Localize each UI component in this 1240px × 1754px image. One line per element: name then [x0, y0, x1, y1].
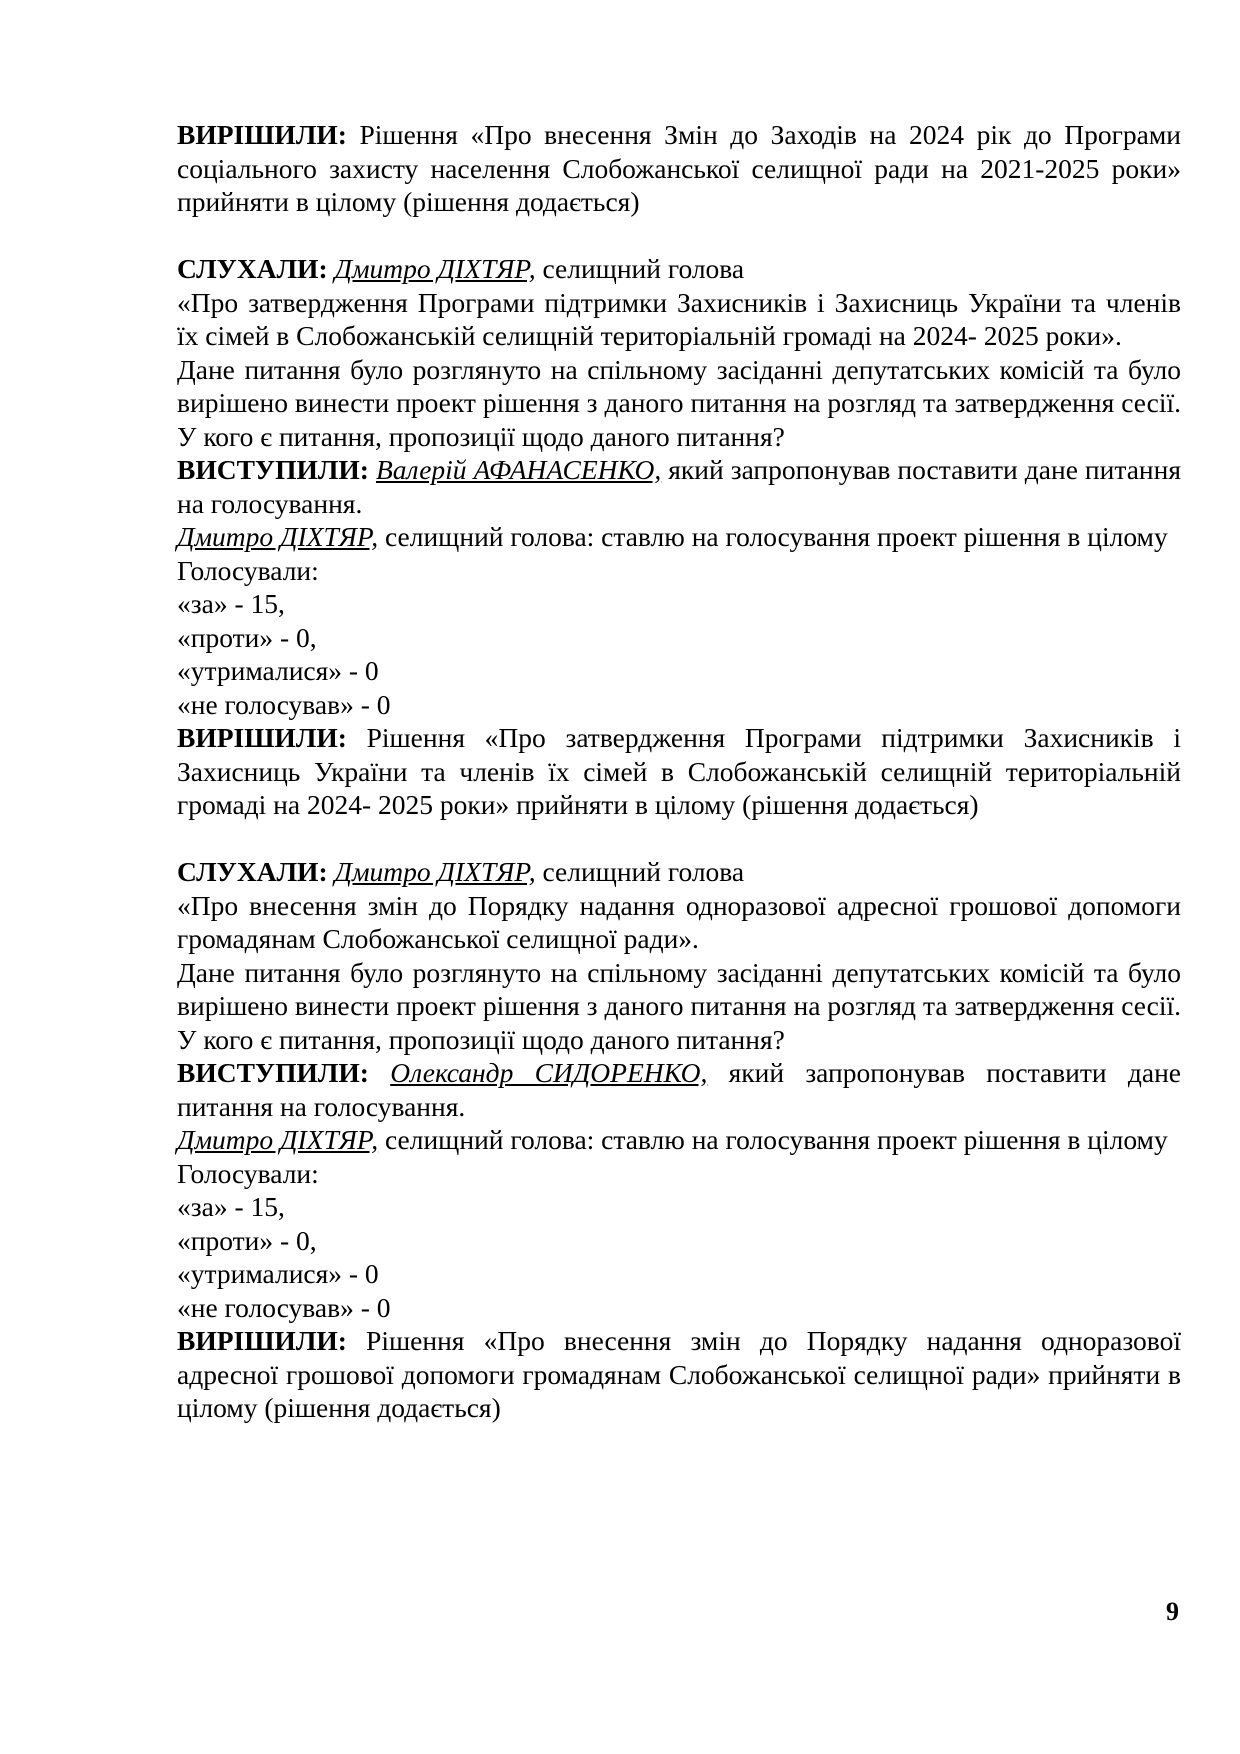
topic-paragraph: «Про затвердження Програми підтримки Захисників і Захисниць України та членів їх сімей в Слобожанській селищній територіальній громаді на 2024- 2025 роки». — [177, 286, 1181, 351]
chair-text: селищний голова: ставлю на голосування проект рішення в цілому — [378, 521, 1168, 552]
speaker-role: селищний голова — [535, 856, 745, 887]
vote-none: «не голосував» - 0 — [177, 1291, 391, 1323]
page-number: 9 — [1166, 1597, 1179, 1626]
spoke-paragraph — [177, 1056, 1181, 1123]
listened-keyword: СЛУХАЛИ: — [177, 253, 328, 284]
considered-paragraph: Дане питання було розглянуто на спільному засіданні депутатських комісій та було вирішено винести проект рішення з даного питання на розгляд та затвердження сесії. У кого є питання, пропозиції щодо даного питання? — [177, 353, 1181, 452]
voted-label: Голосували: — [177, 1157, 319, 1189]
spacer — [177, 822, 1181, 856]
decision-paragraph — [177, 721, 1181, 822]
listened-paragraph — [177, 252, 1181, 286]
voted-label: Голосували: — [177, 554, 319, 586]
listened-paragraph — [177, 855, 1181, 889]
decided-keyword: ВИРІШИЛИ: — [177, 119, 347, 150]
spoke-name: Олександр СИДОРЕНКО, — [390, 1057, 708, 1088]
spoke-text: який запропонував поставити дане питання на голосування. — [177, 454, 1181, 519]
vote-abstain: «утрималися» - 0 — [177, 655, 379, 686]
chair-text: селищний голова: ставлю на голосування проект рішення в цілому — [378, 1124, 1168, 1155]
vote-abstain: «утрималися» - 0 — [177, 1258, 379, 1289]
speaker-name: Дмитро ДІХТЯР, — [334, 253, 536, 284]
listened-keyword: СЛУХАЛИ: — [177, 856, 328, 887]
decided-keyword: ВИРІШИЛИ: — [177, 1325, 347, 1356]
document-body — [177, 118, 1181, 1425]
chair-paragraph — [177, 1123, 1181, 1157]
vote-none: «не голосував» - 0 — [177, 688, 391, 720]
chair-paragraph — [177, 520, 1181, 554]
speaker-role: селищний голова — [535, 253, 745, 284]
decided-text: Рішення «Про внесення змін до Порядку надання одноразової адресної грошової допомоги громадянам Слобожанської селищної ради» прийняти в цілому (рішення додається) — [177, 1325, 1181, 1423]
decision-paragraph — [177, 1324, 1181, 1425]
decided-text: Рішення «Про затвердження Програми підтримки Захисників і Захисниць України та членів їх сімей в Слобожанській селищній територіальній громаді на 2024- 2025 роки» прийняти в цілому (рішення додається) — [177, 722, 1181, 820]
vote-against: «проти» - 0, — [177, 1224, 317, 1256]
vote-for: «за» - 15, — [177, 588, 285, 619]
vote-for: «за» - 15, — [177, 1191, 285, 1222]
chair-name: Дмитро ДІХТЯР, — [177, 521, 379, 552]
decided-text: Рішення «Про внесення Змін до Заходів на 2024 рік до Програми соціального захисту населення Слобожанської селищної ради на 2021-2025 роки» прийняти в цілому (рішення додається) — [177, 119, 1181, 217]
spoke-text: який запропонував поставити дане питання на голосування. — [177, 1057, 1182, 1122]
spoke-name: Валерій АФАНАСЕНКО, — [375, 454, 662, 485]
spoke-keyword: ВИСТУПИЛИ: — [177, 1057, 369, 1088]
decision-paragraph — [177, 118, 1181, 219]
considered-paragraph: Дане питання було розглянуто на спільному засіданні депутатських комісій та було вирішено винести проект рішення з даного питання на розгляд та затвердження сесії. У кого є питання, пропозиції щодо даного питання? — [177, 956, 1181, 1055]
spacer — [177, 219, 1181, 253]
decided-keyword: ВИРІШИЛИ: — [177, 722, 347, 753]
topic-paragraph: «Про внесення змін до Порядку надання одноразової адресної грошової допомоги громадянам Слобожанської селищної ради». — [177, 889, 1181, 954]
speaker-name: Дмитро ДІХТЯР, — [334, 856, 536, 887]
spoke-paragraph — [177, 453, 1181, 520]
chair-name: Дмитро ДІХТЯР, — [177, 1124, 379, 1155]
vote-against: «проти» - 0, — [177, 621, 317, 653]
spoke-keyword: ВИСТУПИЛИ: — [177, 454, 369, 485]
